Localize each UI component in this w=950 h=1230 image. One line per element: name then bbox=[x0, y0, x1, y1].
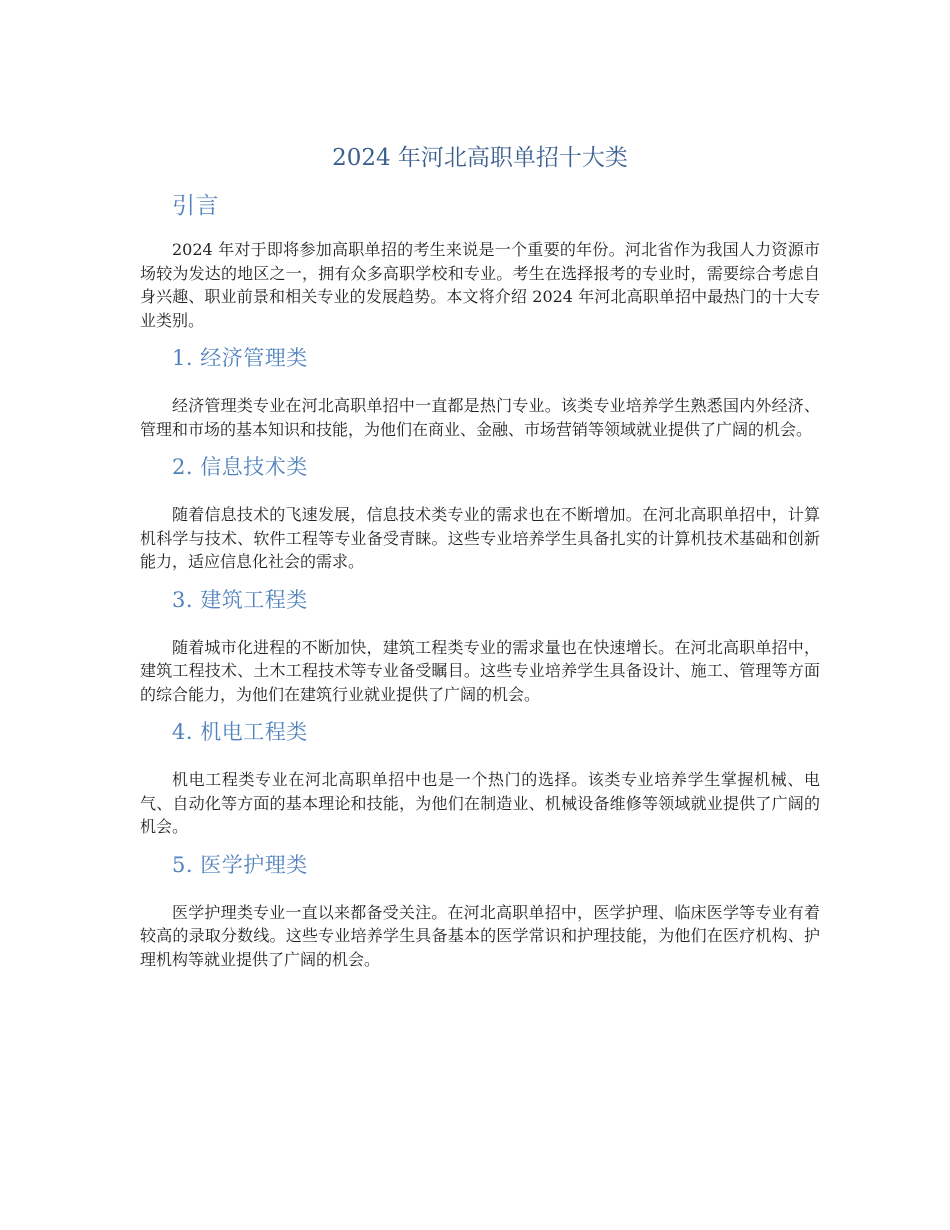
section-body-construction: 随着城市化进程的不断加快，建筑工程类专业的需求量也在快速增长。在河北高职单招中，建筑工程技术、土木工程技术等专业备受瞩目。这些专业培养学生具备设计、施工、管理等方面的综合能力，为他们在建筑行业就业提供了广阔的机会。 bbox=[140, 637, 820, 704]
section-body-intro: 2024 年对于即将参加高职单招的考生来说是一个重要的年份。河北省作为我国人力资源市场较为发达的地区之一，拥有众多高职学校和专业。考生在选择报考的专业时，需要综合考虑自身兴趣、职业前景和相关专业的发展趋势。本文将介绍 2024 年河北高职单招中最热门的十大专业类别。 bbox=[140, 240, 820, 330]
section-body-nursing: 医学护理类专业一直以来都备受关注。在河北高职单招中，医学护理、临床医学等专业有着较高的录取分数线。这些专业培养学生具备基本的医学常识和护理技能，为他们在医疗机构、护理机构等就业提供了广阔的机会。 bbox=[140, 902, 820, 969]
section-body-economics: 经济管理类专业在河北高职单招中一直都是热门专业。该类专业培养学生熟悉国内外经济、管理和市场的基本知识和技能，为他们在商业、金融、市场营销等领域就业提供了广阔的机会。 bbox=[140, 396, 820, 439]
document-title: 2024 年河北高职单招十大类 bbox=[332, 145, 628, 171]
section-body-mechatronics: 机电工程类专业在河北高职单招中也是一个热门的选择。该类专业培养学生掌握机械、电气、自动化等方面的基本理论和技能，为他们在制造业、机械设备维修等领域就业提供了广阔的机会。 bbox=[140, 770, 820, 836]
section-heading-economics: 1. 经济管理类 bbox=[172, 346, 308, 370]
document-content bbox=[140, 140, 820, 971]
section-heading-intro: 引言 bbox=[172, 193, 219, 219]
section-body-it: 随着信息技术的飞速发展，信息技术类专业的需求也在不断增加。在河北高职单招中，计算机科学与技术、软件工程等专业备受青睐。这些专业培养学生具备扎实的计算机技术基础和创新能力，适应信息化社会的需求。 bbox=[140, 505, 820, 571]
section-heading-construction: 3. 建筑工程类 bbox=[172, 587, 308, 612]
section-heading-it: 2. 信息技术类 bbox=[172, 455, 308, 479]
section-heading-mechatronics: 4. 机电工程类 bbox=[172, 720, 308, 744]
section-heading-nursing: 5. 医学护理类 bbox=[172, 852, 308, 877]
